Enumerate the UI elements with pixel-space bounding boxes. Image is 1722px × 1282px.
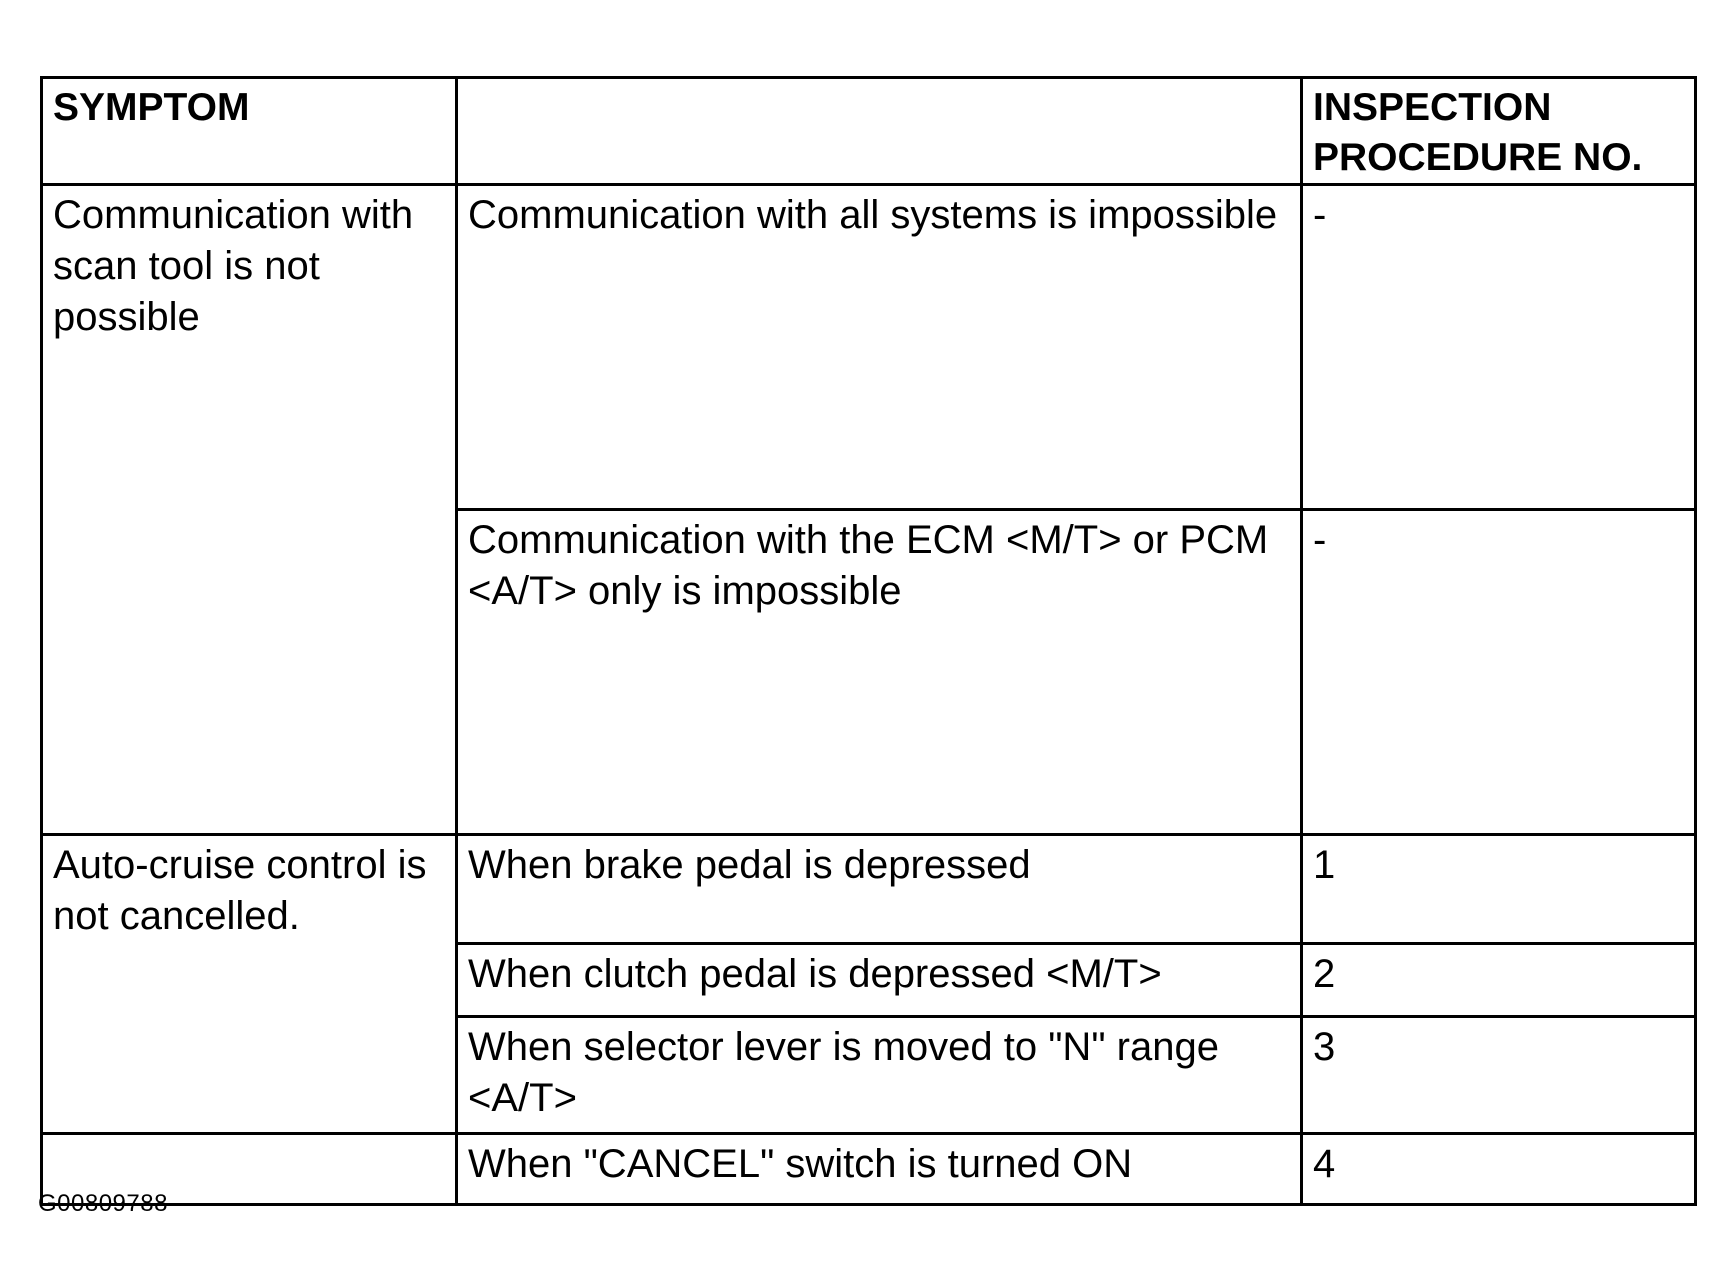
procedure-cell: 2 bbox=[1302, 944, 1696, 1017]
table-row bbox=[42, 835, 1696, 944]
symptom-cell bbox=[42, 510, 457, 835]
table-row bbox=[42, 1134, 1696, 1205]
header-symptom: SYMPTOM bbox=[42, 78, 457, 185]
table-row bbox=[42, 510, 1696, 835]
symptom-cell: Auto-cruise control is not cancelled. bbox=[42, 835, 457, 944]
table-row bbox=[42, 185, 1696, 510]
detail-cell: When selector lever is moved to "N" range <A/T> bbox=[457, 1017, 1302, 1134]
detail-cell: Communication with the ECM <M/T> or PCM <A/T> only is impossible bbox=[457, 510, 1302, 835]
table-row bbox=[42, 944, 1696, 1017]
procedure-cell: 4 bbox=[1302, 1134, 1696, 1205]
header-detail bbox=[457, 78, 1302, 185]
table-header-row bbox=[42, 78, 1696, 185]
detail-cell: When brake pedal is depressed bbox=[457, 835, 1302, 944]
header-procedure: INSPECTION PROCEDURE NO. bbox=[1302, 78, 1696, 185]
procedure-cell: 3 bbox=[1302, 1017, 1696, 1134]
symptom-cell: Communication with scan tool is not possible bbox=[42, 185, 457, 510]
procedure-cell: 1 bbox=[1302, 835, 1696, 944]
symptom-cell bbox=[42, 944, 457, 1017]
symptom-cell bbox=[42, 1017, 457, 1134]
detail-cell: When "CANCEL" switch is turned ON bbox=[457, 1134, 1302, 1205]
procedure-cell: - bbox=[1302, 185, 1696, 510]
detail-cell: Communication with all systems is impossible bbox=[457, 185, 1302, 510]
figure-id: G00809788 bbox=[38, 1190, 168, 1217]
symptom-table bbox=[40, 76, 1697, 1206]
table-row bbox=[42, 1017, 1696, 1134]
procedure-cell: - bbox=[1302, 510, 1696, 835]
detail-cell: When clutch pedal is depressed <M/T> bbox=[457, 944, 1302, 1017]
